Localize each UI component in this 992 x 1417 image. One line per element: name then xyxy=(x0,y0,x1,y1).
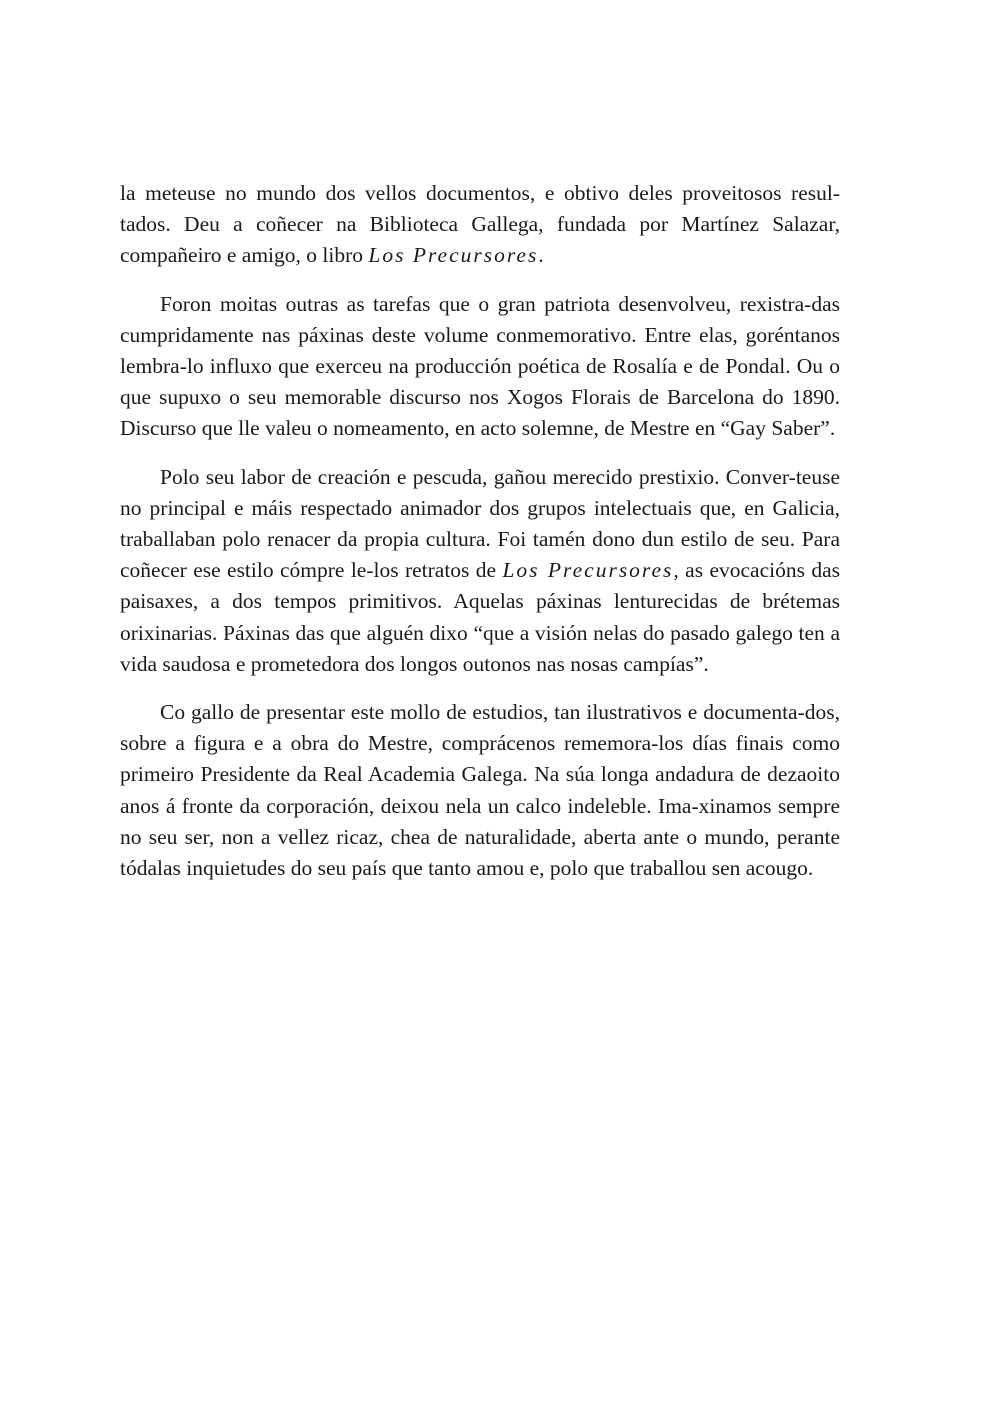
paragraph-2: Foron moitas outras as tarefas que o gran patriota desenvolveu, rexistra-das cumpridamente nas páxinas deste volume conmemorativo. Entre elas, goréntanos lembra-lo influxo que exerceu na producción poética de Rosalía e de Pondal. Ou o que supuxo o seu memorable discurso nos Xogos Florais de Barcelona do 1890. Discurso que lle valeu o nomeamento, en acto solemne, de Mestre en “Gay Saber”. xyxy=(120,291,840,441)
paragraph-3-text-start: Polo seu labor de creación e pescuda, gañou merecido prestixio. Conver-teuse no principal e máis respectado animador dos grupos intelectuais que, en Galicia, traballaban polo renacer da propia cultura. Foi tamén dono dun estilo de seu. Para coñecer ese estilo cómpre le-los retratos de xyxy=(120,464,840,583)
body-text xyxy=(120,178,840,901)
paragraph-3-text-end: , as evocacións das paisaxes, a dos tempos primitivos. Aquelas páxinas lenturecidas de brétemas orixinarias. Páxinas das que alguén dixo “que a visión nelas do pasado galego ten a vida saudosa e prometedora dos longos outonos nas nosas campías”. xyxy=(120,558,840,676)
book-title: Los Precursores xyxy=(368,243,539,268)
paragraph-1 xyxy=(120,178,840,272)
paragraph-4: Co gallo de presentar este mollo de estudios, tan ilustrativos e documenta-dos, sobre a figura e a obra do Mestre, comprácenos rememora-los días finais como primeiro Presidente da Real Academia Galega. Na súa longa andadura de dezaoito anos á fronte da corporación, deixou nela un calco indeleble. Ima-xinamos sempre no seu ser, non a vellez ricaz, chea de naturalidade, aberta ante o mundo, perante tódalas inquietudes do seu país que tanto amou e, polo que traballou sen acougo. xyxy=(120,700,840,881)
paragraph-1-text-end: . xyxy=(538,243,544,268)
paragraph-1-text-start: la meteuse no mundo dos vellos documentos, e obtivo deles proveitosos resul-tados. Deu a coñecer na Biblioteca Gallega, fundada por Martínez Salazar, compañeiro e amigo, o libro xyxy=(120,181,840,268)
paragraph-3 xyxy=(120,462,840,680)
book-title: Los Precursores xyxy=(502,558,674,583)
